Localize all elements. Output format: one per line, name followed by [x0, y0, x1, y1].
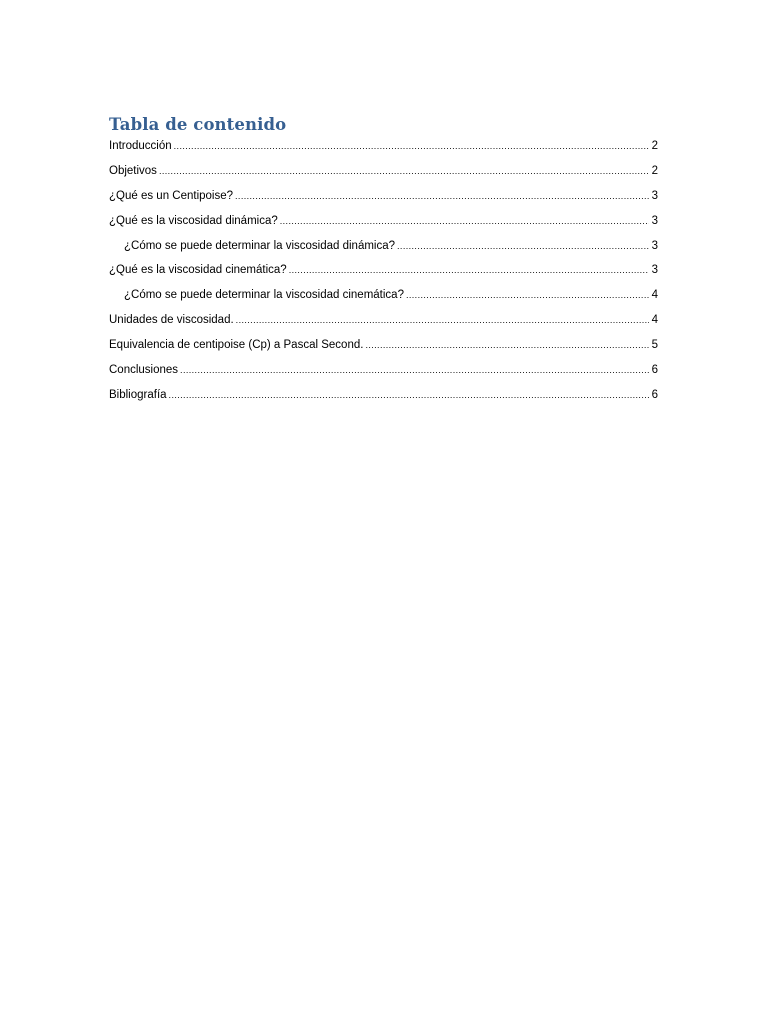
- toc-entry-label: ¿Qué es un Centipoise?: [109, 189, 234, 202]
- toc-entry-page: 6: [651, 364, 658, 377]
- toc-leader-dots: [235, 188, 649, 204]
- toc-entry-label: ¿Qué es la viscosidad cinemática?: [109, 264, 287, 277]
- toc-entry-page: 3: [651, 189, 658, 202]
- table-of-contents: [109, 114, 658, 412]
- toc-entry-label: Equivalencia de centipoise (Cp) a Pascal Second.: [109, 339, 364, 352]
- toc-entry[interactable]: [109, 213, 658, 238]
- toc-subentry[interactable]: [109, 238, 658, 263]
- toc-entry-page: 3: [651, 214, 658, 227]
- toc-leader-dots: [236, 312, 649, 328]
- toc-entry-page: 3: [651, 264, 658, 277]
- toc-entry-page: 5: [651, 339, 658, 352]
- toc-entry-page: 4: [651, 289, 658, 302]
- toc-entry-label: Objetivos: [109, 164, 157, 177]
- toc-subentry[interactable]: [109, 287, 658, 312]
- toc-entry[interactable]: [109, 262, 658, 287]
- toc-leader-dots: [180, 362, 649, 378]
- toc-entry-page: 3: [651, 239, 658, 252]
- toc-title: Tabla de contenido: [109, 115, 287, 134]
- toc-entry-page: 6: [651, 388, 658, 401]
- toc-leader-dots: [174, 138, 649, 154]
- toc-entry[interactable]: [109, 138, 658, 163]
- toc-entry[interactable]: [109, 362, 658, 387]
- toc-leader-dots: [169, 387, 649, 403]
- toc-entry[interactable]: [109, 387, 658, 412]
- toc-leader-dots: [280, 213, 649, 229]
- toc-entry-label: Unidades de viscosidad.: [109, 314, 234, 327]
- toc-entry-label: Introducción: [109, 140, 172, 152]
- toc-entry-page: 2: [651, 164, 658, 177]
- toc-leader-dots: [365, 337, 649, 353]
- toc-leader-dots: [289, 262, 649, 278]
- toc-entry-label: ¿Cómo se puede determinar la viscosidad cinemática?: [124, 289, 404, 302]
- toc-entry-page: 4: [651, 314, 658, 327]
- toc-entry-label: Conclusiones: [109, 364, 179, 377]
- toc-leader-dots: [397, 238, 649, 254]
- toc-entry-label: ¿Cómo se puede determinar la viscosidad dinámica?: [124, 239, 396, 252]
- toc-entry-label: ¿Qué es la viscosidad dinámica?: [109, 214, 278, 227]
- toc-entry[interactable]: [109, 337, 658, 362]
- toc-entry[interactable]: [109, 188, 658, 213]
- toc-leader-dots: [159, 163, 649, 179]
- toc-entry-label: Bibliografía: [109, 388, 167, 401]
- toc-entry[interactable]: [109, 163, 658, 188]
- toc-entry[interactable]: [109, 312, 658, 337]
- toc-list: [109, 138, 658, 412]
- toc-entry-page: 2: [651, 140, 658, 152]
- toc-leader-dots: [406, 287, 649, 303]
